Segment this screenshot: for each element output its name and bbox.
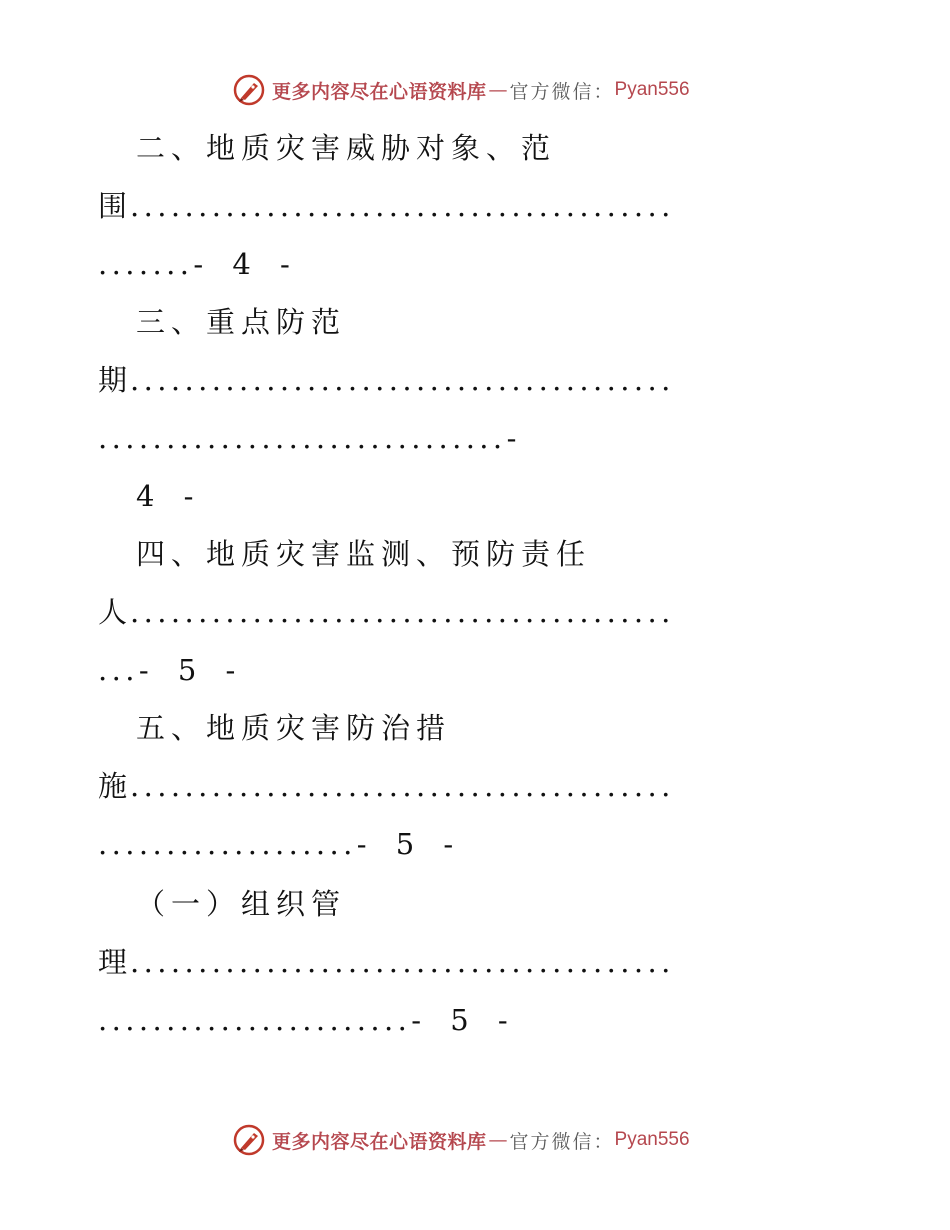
toc-line xyxy=(98,942,858,982)
banner-separator: — xyxy=(488,1129,508,1151)
toc-leader-dots: ........................................ xyxy=(130,595,675,629)
toc-line xyxy=(98,766,858,806)
toc-wrap-char: 期 xyxy=(98,363,131,397)
toc-leader-dots: .............................. xyxy=(98,421,507,455)
toc-heading-text: 五、地质灾害防治措 xyxy=(136,711,452,745)
toc-leader-dots: ........................................ xyxy=(130,945,675,979)
toc-line xyxy=(98,1000,858,1040)
brand-text: 更多内容尽在心语资料库 xyxy=(272,1130,487,1153)
toc-line xyxy=(98,418,858,458)
toc-heading-text: 四、地质灾害监测、预防责任 xyxy=(136,537,592,571)
toc-heading xyxy=(136,128,896,168)
toc-page-number: - 5 - xyxy=(356,827,464,861)
toc-line xyxy=(98,244,858,284)
toc-heading xyxy=(136,534,896,574)
toc-page-number: - 4 - xyxy=(193,247,300,281)
wechat-id: Pyan556 xyxy=(614,79,690,100)
toc-leader-dots: ........................................ xyxy=(130,769,675,803)
toc-heading-text: 二、地质灾害威胁对象、范 xyxy=(136,131,557,165)
toc-leader-dots: ... xyxy=(98,653,139,687)
wechat-label: 官方微信： xyxy=(509,80,615,103)
footer-banner xyxy=(232,1121,752,1159)
banner-separator: — xyxy=(488,79,508,101)
toc-line xyxy=(98,824,858,864)
toc-wrap-char: 围 xyxy=(98,189,131,223)
wechat-id: Pyan556 xyxy=(614,1129,690,1150)
toc-leader-dots: ....... xyxy=(98,247,194,281)
toc-wrap-char: 人 xyxy=(98,595,131,629)
toc-heading xyxy=(136,884,896,924)
toc-line xyxy=(98,186,858,226)
pen-logo-icon xyxy=(232,1123,266,1157)
header-banner xyxy=(232,71,752,109)
toc-heading-text: 三、重点防范 xyxy=(136,305,347,339)
toc-wrap-char: 理 xyxy=(98,945,131,979)
toc-heading xyxy=(136,302,896,342)
toc-page-number: - xyxy=(506,421,527,455)
wechat-label: 官方微信： xyxy=(509,1130,615,1153)
toc-line xyxy=(98,592,858,632)
toc-wrap-char: 施 xyxy=(98,769,131,803)
pen-logo-icon xyxy=(232,73,266,107)
toc-line xyxy=(136,476,896,516)
brand-text: 更多内容尽在心语资料库 xyxy=(272,80,487,103)
toc-heading xyxy=(136,708,896,748)
toc-leader-dots: ....................... xyxy=(98,1003,412,1037)
toc-line xyxy=(98,360,858,400)
toc-heading-text: （一）组织管 xyxy=(136,887,347,921)
toc-leader-dots: ........................................ xyxy=(130,189,675,223)
toc-leader-dots: ................... xyxy=(98,827,357,861)
toc-page-number: - 5 - xyxy=(411,1003,518,1037)
toc-line xyxy=(98,650,858,690)
toc-page-number: - 5 - xyxy=(138,653,246,687)
toc-leader-dots: ........................................ xyxy=(130,363,675,397)
toc-page-number: 4 - xyxy=(136,479,204,513)
